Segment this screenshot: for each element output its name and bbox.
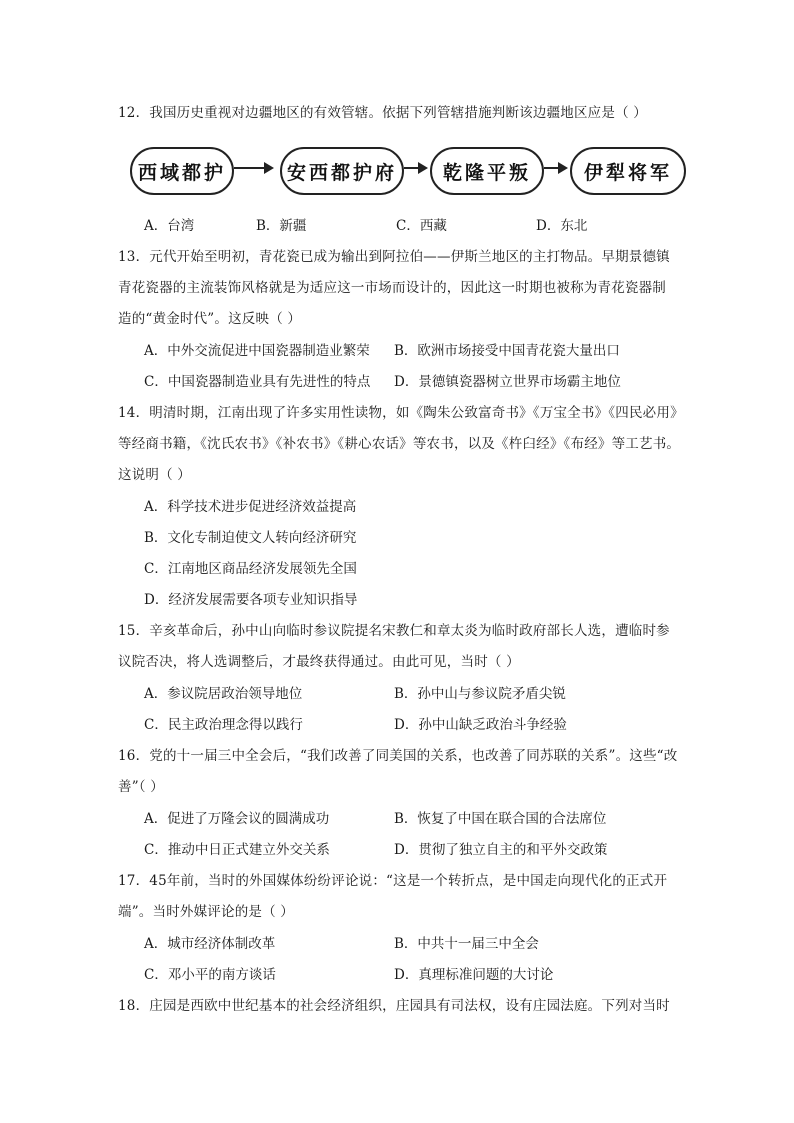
question-15-stem-line-2: 议院否决，将人选调整后，才最终获得通过。由此可见，当时（ ） [118,654,520,670]
question-12 [118,98,678,129]
flow-node-1: 西域都护 [130,147,234,195]
question-14-stem-line-3: 这说明（ ） [118,467,191,483]
question-13-stem-line-3: 造的“黄金时代”。这反映（ ） [118,311,302,327]
q14-option-d-text: D．经济发展需要各项专业知识指导 [144,592,358,608]
question-17-stem-line-1: 17．45年前，当时的外国媒体纷纷评论说：“这是一个转折点，是中国走向现代化的正式开 [118,873,668,889]
q12-option-d[interactable]: D．东北 [536,218,588,234]
q13-option-a[interactable]: A．中外交流促进中国瓷器制造业繁荣 [144,343,370,359]
flow-node-2: 安西都护府 [280,147,404,195]
question-15 [118,616,678,678]
question-18 [118,991,678,1022]
question-17 [118,866,678,928]
q13-option-d[interactable]: D．景德镇瓷器树立世界市场霸主地位 [394,374,621,390]
q14-option-b-text: B．文化专制迫使文人转向经济研究 [144,530,357,546]
q15-option-b[interactable]: B．孙中山与参议院矛盾尖锐 [394,686,566,702]
question-16-stem-line-1: 16．党的十一届三中全会后，“我们改善了同美国的关系，也改善了同苏联的关系”。这些“改 [118,748,678,764]
q12-option-c[interactable]: C．西藏 [396,218,447,234]
q13-option-c[interactable]: C．中国瓷器制造业具有先进性的特点 [144,374,371,390]
question-17-stem-line-2: 端”。当时外媒评论的是（ ） [118,904,294,920]
q16-option-c[interactable]: C．推动中日正式建立外交关系 [144,842,330,858]
q12-option-b[interactable]: B．新疆 [256,218,307,234]
flow-arrow-2 [404,167,426,169]
q14-option-a-text: A．科学技术进步促进经济效益提高 [144,499,357,515]
q13-option-b[interactable]: B．欧洲市场接受中国青花瓷大量出口 [394,343,620,359]
q14-option-c-text: C．江南地区商品经济发展领先全国 [144,561,357,577]
q12-flow-diagram [130,147,690,203]
q15-option-c[interactable]: C．民主政治理念得以践行 [144,717,303,733]
q15-option-a[interactable]: A．参议院居政治领导地位 [144,686,303,702]
question-16 [118,741,678,803]
q16-option-a[interactable]: A．促进了万隆会议的圆满成功 [144,811,330,827]
question-14-stem-line-1: 14．明清时期，江南出现了许多实用性读物，如《陶朱公致富奇书》《万宝全书》《四民必用》 [118,405,684,421]
q12-option-a[interactable]: A．台湾 [144,218,195,234]
question-12-stem: 12．我国历史重视对边疆地区的有效管辖。依据下列管辖措施判断该边疆地区应是（ ） [118,105,647,121]
question-14-stem-line-2: 等经商书籍，《沈氏农书》《补农书》《耕心农话》等农书，以及《杵臼经》《布经》等工艺书。 [118,436,681,452]
flow-node-4: 伊犁将军 [570,147,686,195]
question-13-stem-line-2: 青花瓷器的主流装饰风格就是为适应这一市场而设计的，因此这一时期也被称为青花瓷器制 [118,280,666,296]
q16-option-d[interactable]: D．贯彻了独立自主的和平外交政策 [394,842,608,858]
flow-arrow-1 [234,167,272,169]
q17-option-a[interactable]: A．城市经济体制改革 [144,936,276,952]
q17-option-c[interactable]: C．邓小平的南方谈话 [144,967,276,983]
question-14 [118,398,684,491]
q17-option-d[interactable]: D．真理标准问题的大讨论 [394,967,554,983]
question-18-stem-line-1: 18．庄园是西欧中世纪基本的社会经济组织，庄园具有司法权，设有庄园法庭。下列对当时 [118,998,670,1014]
q16-option-b[interactable]: B．恢复了中国在联合国的合法席位 [394,811,607,827]
question-16-stem-line-2: 善”（ ） [118,779,164,795]
q17-option-b[interactable]: B．中共十一届三中全会 [394,936,539,952]
question-13 [118,242,678,335]
flow-node-3: 乾隆平叛 [430,147,544,195]
q15-option-d[interactable]: D．孙中山缺乏政治斗争经验 [394,717,567,733]
flow-arrow-3 [544,167,566,169]
question-15-stem-line-1: 15．辛亥革命后，孙中山向临时参议院提名宋教仁和章太炎为临时政府部长人选，遭临时参 [118,623,670,639]
question-13-stem-line-1: 13．元代开始至明初，青花瓷已成为输出到阿拉伯——伊斯兰地区的主打物品。早期景德镇 [118,249,670,265]
